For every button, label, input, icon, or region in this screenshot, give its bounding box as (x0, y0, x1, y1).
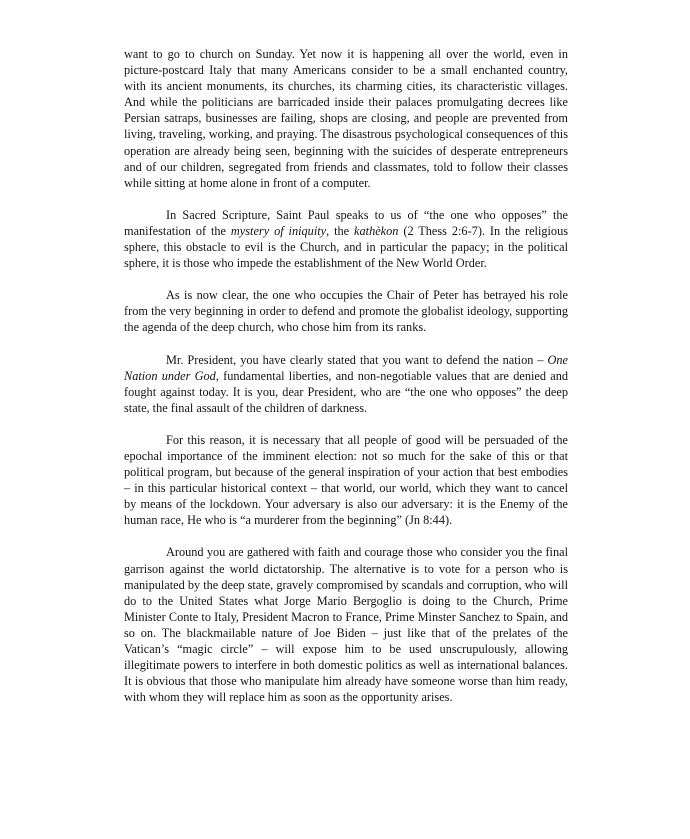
text-segment: want to go to church on Sunday. Yet now it is happening all over the world, even in picture-postcard Italy that many Americans consider to be a small enchanted country, with its ancient monuments, its churches, its charming cities, its characteristic villages. And while the politicians are barricaded inside their palaces promulgating decrees like Persian satraps, businesses are failing, shops are closing, and people are prevented from living, traveling, working, and praying. The disastrous psychological consequences of this operation are already being seen, beginning with the suicides of desperate entrepreneurs and of our children, segregated from friends and classmates, told to follow their classes while sitting at home alone in front of a computer. (124, 47, 568, 190)
text-segment: (2 Thess 2:6-7). In the religious sphere, this obstacle to evil is the Church, and in particular the papacy; in the political sphere, it is those who impede the establishment of the New World Order. (124, 223, 569, 271)
italic-text: One Nation under God (124, 352, 568, 383)
text-segment: For this reason, it is necessary that all people of good will be persuaded of the epochal importance of the imminent election: not so much for the sake of this or that political program, but because of the general inspiration of your action that best embodies – in this particular historical context – that world, our world, which they want to cancel by means of the lockdown. Your adversary is also our adversary: it is the Enemy of the human race, He who is “a murderer from the beginning” (Jn 8:44). (124, 432, 568, 528)
paragraph-1 (124, 46, 568, 191)
paragraph-4 (124, 352, 568, 416)
italic-text: kathèkon (354, 223, 399, 238)
text-segment: In Sacred Scripture, Saint Paul speaks to us of “the one who opposes” the manifestation of the (124, 207, 568, 238)
text-segment: , the (326, 223, 355, 238)
italic-text: mystery of iniquity (230, 223, 327, 238)
text-segment: As is now clear, the one who occupies the Chair of Peter has betrayed his role from the very beginning in order to defend and promote the globalist ideology, supporting the agenda of the deep church, who chose him from its ranks. (124, 288, 568, 335)
paragraph-5 (124, 432, 568, 529)
paragraph-2 (124, 207, 568, 271)
text-segment: , fundamental liberties, and non-negotiable values that are denied and fought against today. It is you, dear President, who are “the one who opposes” the deep state, the final assault of the children of darkness. (124, 368, 568, 415)
document-page (124, 46, 568, 705)
text-segment: Around you are gathered with faith and courage those who consider you the final garrison against the world dictatorship. The alternative is to vote for a person who is manipulated by the deep state, gravely compromised by scandals and corruption, who will do to the United States what Jorge Mario Bergoglio is doing to the Church, Prime Minister Conte to Italy, President Macron to France, Prime Minster Sanchez to Spain, and so on. The blackmailable nature of Joe Biden – just like that of the prelates of the Vatican’s “magic circle” – will expose him to be used unscrupulously, allowing illegitimate powers to interfere in both domestic politics as well as international balances. It is obvious that those who manipulate him already have someone worse than him ready, with whom they will replace him as soon as the opportunity arises. (124, 545, 568, 705)
text-segment: Mr. President, you have clearly stated that you want to defend the nation – (166, 352, 548, 367)
paragraph-3 (124, 287, 568, 335)
paragraph-6 (124, 544, 568, 705)
